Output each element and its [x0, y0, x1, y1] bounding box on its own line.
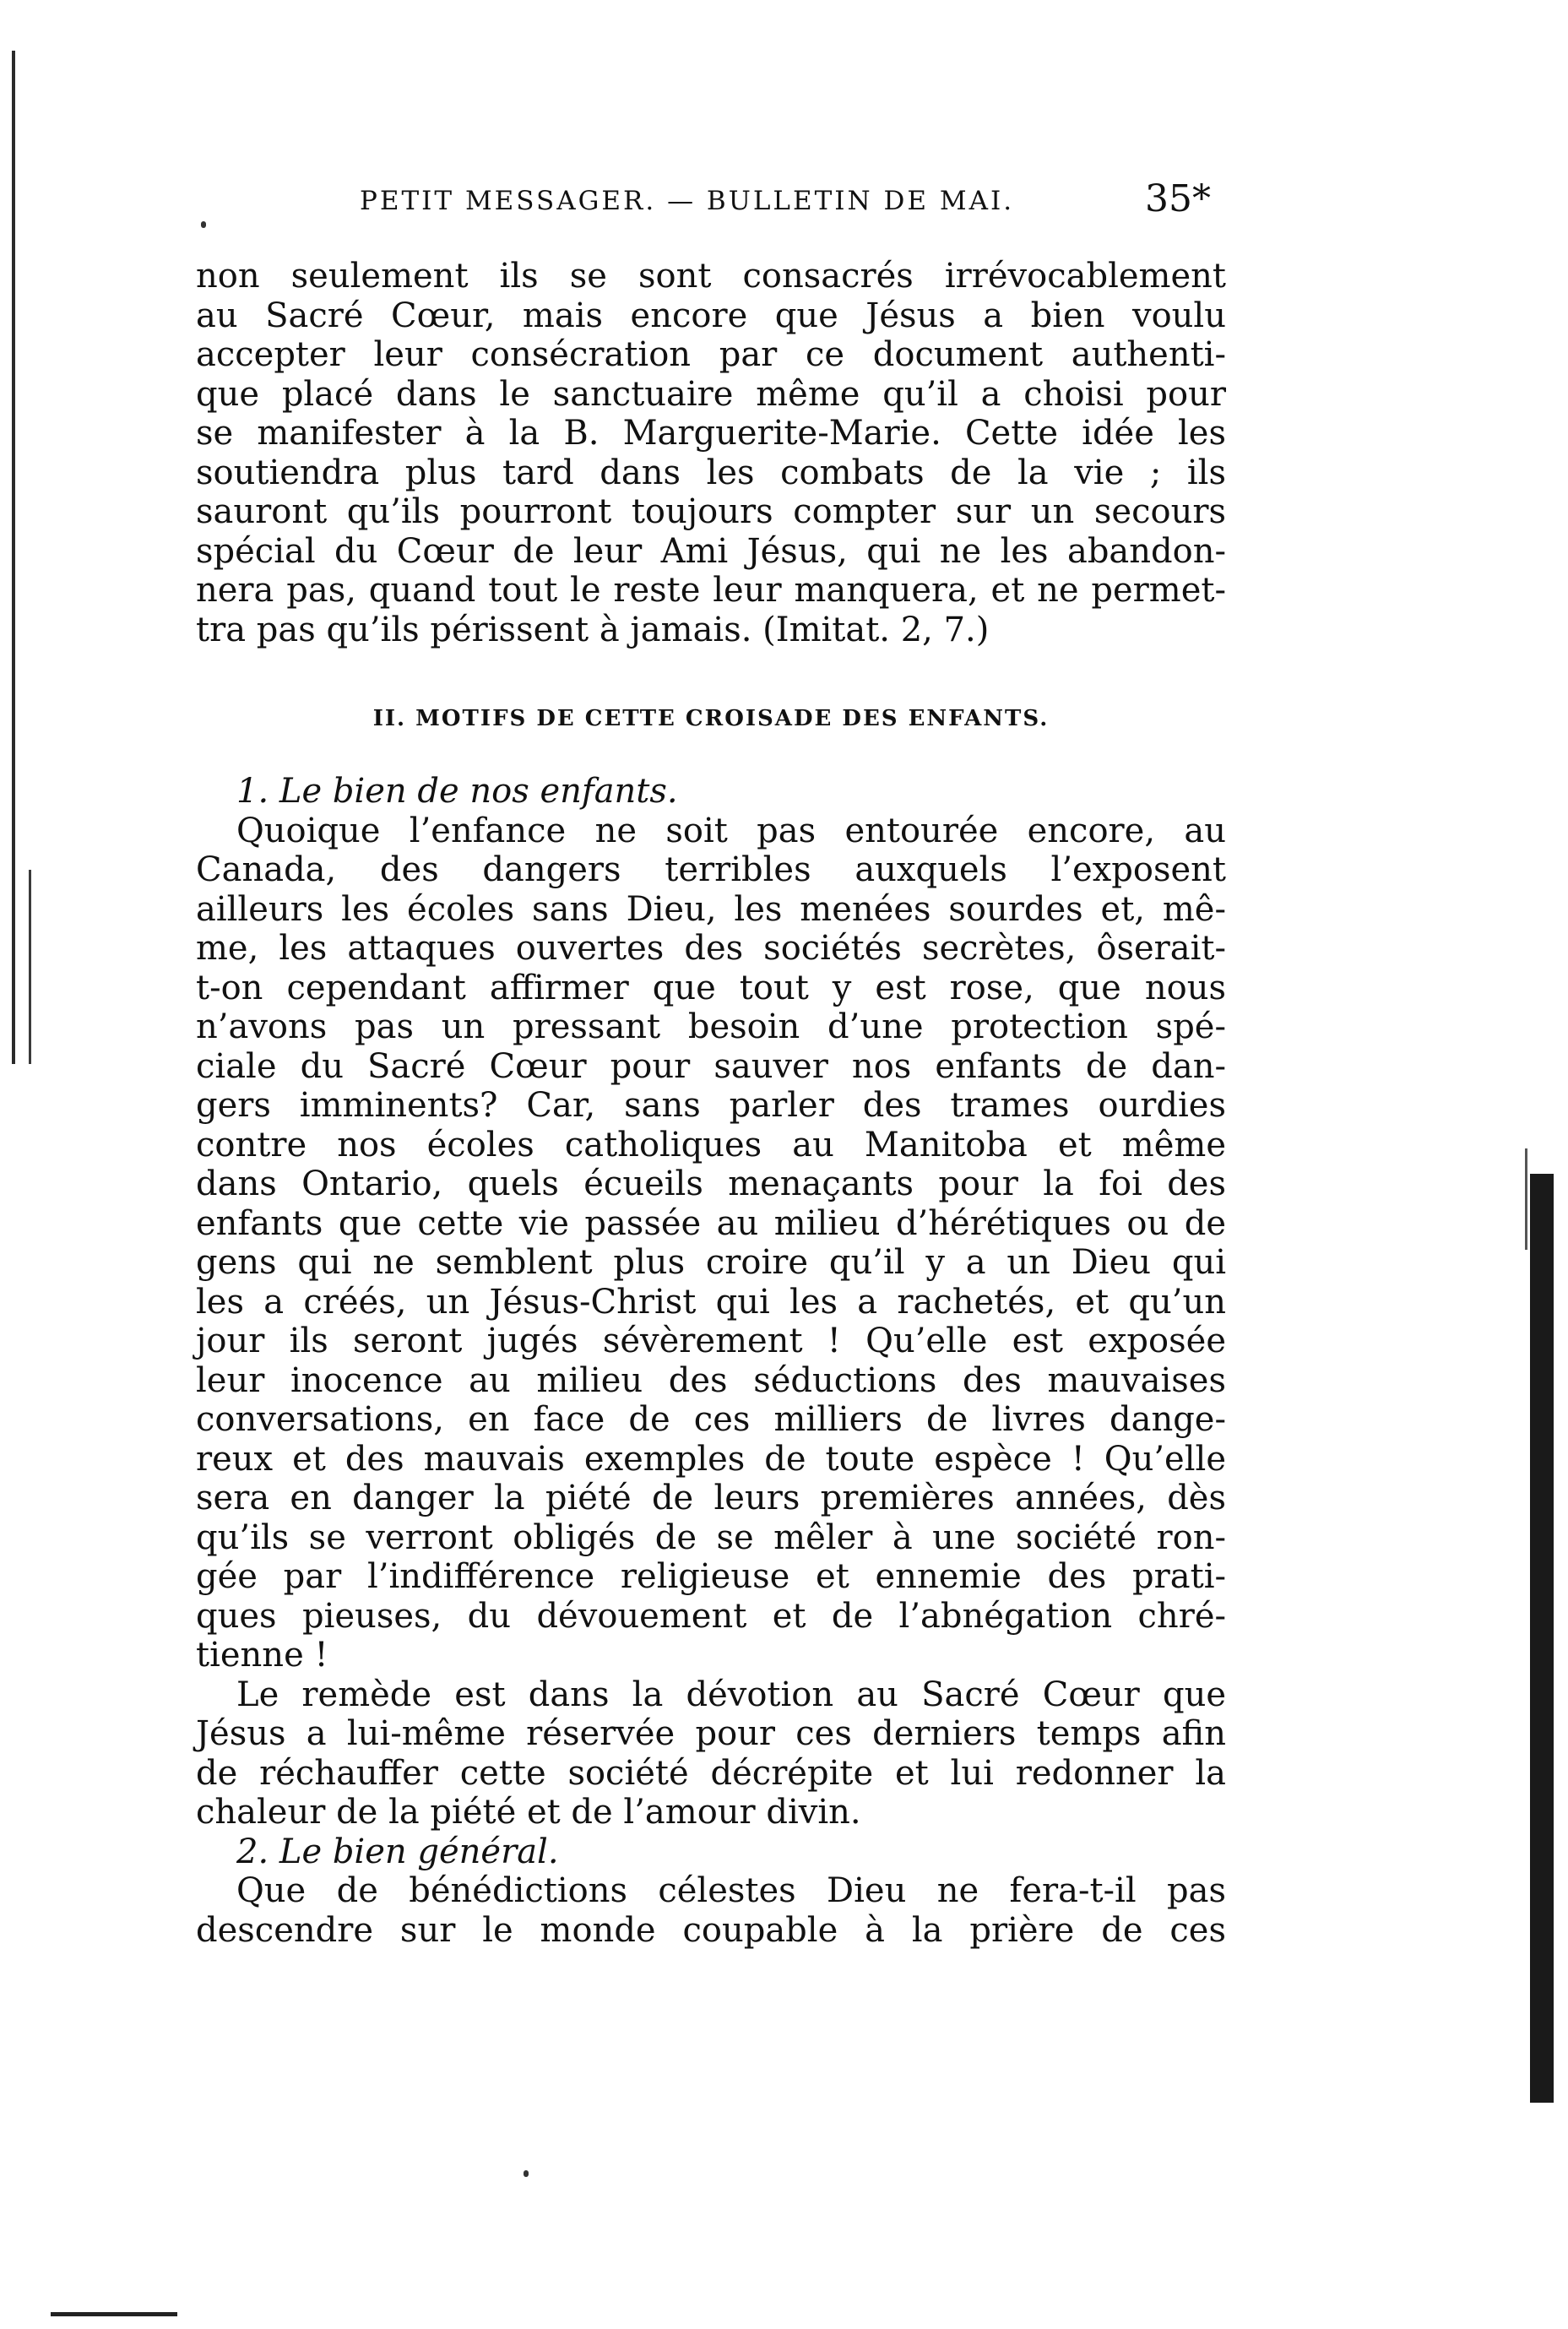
page-number: 35* — [1145, 177, 1211, 220]
scan-speck — [524, 2170, 529, 2177]
text-line: conversations, en face de ces milliers de livres dange- — [196, 1400, 1226, 1439]
text-line: nera pas, quand tout le reste leur manquera, et ne permet- — [196, 571, 1226, 610]
scan-edge-left-inner — [29, 870, 31, 1064]
text-line: n’avons pas un pressant besoin d’une protection spé- — [196, 1007, 1226, 1046]
scan-edge-right — [1530, 1174, 1554, 2103]
text-line: dans Ontario, quels écueils menaçants pour la foi des — [196, 1164, 1226, 1203]
scan-edge-left — [12, 51, 15, 1064]
text-line: ques pieuses, du dévouement et de l’abnégation chré- — [196, 1596, 1226, 1636]
text-line: soutiendra plus tard dans les combats de la vie ; ils — [196, 453, 1226, 492]
text-line: tra pas qu’ils périssent à jamais. (Imitat. 2, 7.) — [196, 610, 990, 649]
text-line: non seulement ils se sont consacrés irrévocablement — [196, 257, 1226, 296]
text-line: chaleur de la piété et de l’amour divin. — [196, 1793, 861, 1832]
text-line: contre nos écoles catholiques au Manitoba et même — [196, 1125, 1226, 1164]
text-line: Canada, des dangers terribles auxquels l’exposent — [196, 850, 1226, 889]
text-line: me, les attaques ouvertes des sociétés secrètes, ôserait- — [196, 929, 1226, 968]
text-line: gers imminents? Car, sans parler des trames ourdies — [196, 1086, 1226, 1125]
text-line: reux et des mauvais exemples de toute espèce ! Qu’elle — [196, 1439, 1226, 1479]
text-line: enfants que cette vie passée au milieu d’hérétiques ou de — [196, 1203, 1226, 1243]
text-line: sera en danger la piété de leurs premières années, dès — [196, 1479, 1226, 1517]
text-line: se manifester à la B. Marguerite-Marie. Cette idée les — [196, 414, 1226, 453]
subsection-title: 2. Le bien général. — [236, 1832, 559, 1871]
text-line: gée par l’indifférence religieuse et ennemie des prati- — [196, 1557, 1226, 1596]
text-line: Quoique l’enfance ne soit pas entourée encore, au — [236, 811, 1226, 850]
subsection-title: 1. Le bien de nos enfants. — [236, 772, 678, 811]
text-line: descendre sur le monde coupable à la prière de ces — [196, 1910, 1226, 1950]
footer-rule — [51, 2312, 177, 2316]
text-line: Que de bénédictions célestes Dieu ne fera-t-il pas — [236, 1871, 1226, 1910]
text-line: Le remède est dans la dévotion au Sacré Cœur que — [236, 1675, 1226, 1714]
section-heading: II. MOTIFS DE CETTE CROISADE DES ENFANTS. — [372, 706, 1050, 731]
text-line: au Sacré Cœur, mais encore que Jésus a bien voulu — [196, 296, 1226, 335]
text-line: jour ils seront jugés sévèrement ! Qu’elle est exposée — [196, 1322, 1226, 1360]
section1-text — [196, 257, 1226, 649]
text-line: leur inocence au milieu des séductions des mauvaises — [196, 1360, 1226, 1400]
text-line: tienne ! — [196, 1636, 328, 1675]
text-line: gens qui ne semblent plus croire qu’il y a un Dieu qui — [196, 1243, 1226, 1282]
text-line: les a créés, un Jésus-Christ qui les a rachetés, et qu’un — [196, 1282, 1226, 1322]
text-line: sauront qu’ils pourront toujours compter sur un secours — [196, 492, 1226, 531]
text-line: qu’ils se verront obligés de se mêler à une société ron- — [196, 1517, 1226, 1557]
running-head: PETIT MESSAGER. — BULLETIN DE MAI. — [360, 186, 1015, 216]
text-line: accepter leur consécration par ce document authenti- — [196, 335, 1226, 374]
text-line: spécial du Cœur de leur Ami Jésus, qui ne les abandon- — [196, 531, 1226, 571]
page-header — [199, 177, 1246, 228]
section2-text — [196, 772, 1226, 1950]
text-line: que placé dans le sanctuaire même qu’il a choisi pour — [196, 374, 1226, 414]
text-line: Jésus a lui-même réservée pour ces derniers temps afin — [196, 1714, 1226, 1753]
text-line: de réchauffer cette société décrépite et lui redonner la — [196, 1753, 1226, 1793]
text-line: t-on cependant affirmer que tout y est rose, que nous — [196, 968, 1226, 1007]
text-line: ciale du Sacré Cœur pour sauver nos enfants de dan- — [196, 1046, 1226, 1086]
text-line: ailleurs les écoles sans Dieu, les menées sourdes et, mê- — [196, 889, 1226, 929]
scan-edge-right-thin — [1525, 1148, 1527, 1250]
